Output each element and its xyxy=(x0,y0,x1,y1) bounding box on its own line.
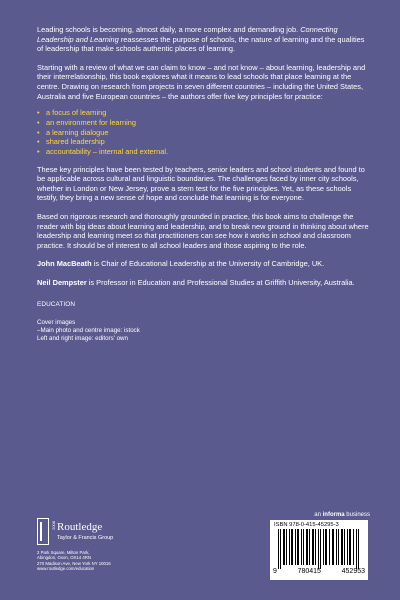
back-cover-text xyxy=(37,25,372,343)
publisher-name: Routledge xyxy=(57,521,103,533)
barcode-icon xyxy=(276,529,362,569)
barcode-digits: 9 780415 452953 xyxy=(273,568,365,575)
book-title: Connecting Leadership and Learning xyxy=(37,25,338,44)
informa-tagline: an informa business xyxy=(314,512,370,518)
isbn-label: ISBN 978-0-415-45295-3 xyxy=(274,522,339,528)
author-bio: Neil Dempster is Professor in Education and Professional Studies at Griffith University, Australia. xyxy=(37,278,355,288)
publisher-group: Taylor & Francis Group xyxy=(57,535,114,541)
subject-category: EDUCATION xyxy=(37,300,76,308)
principle-item: • accountability – internal and external. xyxy=(37,147,372,157)
publisher-address: 2 Park Square, Milton Park, Abingdon, Oxon, OX14 4RN 270 Madison Ave, New York NY 10016 www.routledge.com/education xyxy=(37,550,111,571)
overview-paragraph: Starting with a review of what we can claim to know – and not know – about learning, leadership and their interrelationship, this book explores what it means to lead schools that place learning at the centre. Drawing on research from projects in seven different countries – including the United States, Australia and five European countries – the authors offer five key principles for practice: xyxy=(37,62,366,101)
principle-item: • a focus of learning xyxy=(37,108,372,118)
testing-paragraph: These key principles have been tested by teachers, senior leaders and school students and found to be applicable across cultural and linguistic boundaries. The challenges faced by inner city schools, whether in London or New Jersey, prove a stern test for the five principles. Yet, as these schools testify, they bring a new sense of hope and conclude that learning is for everyone. xyxy=(37,164,365,203)
principle-item: • an environment for learning xyxy=(37,118,372,128)
principles-list xyxy=(37,108,372,157)
author-name: John MacBeath xyxy=(37,259,92,269)
isbn-barcode xyxy=(270,520,368,580)
intro-paragraph: Leading schools is becoming, almost daily, a more complex and demanding job. Connecting Leadership and Learning reassesses the purpose of schools, the nature of learning and the qualities of leadership that make schools authentic places of learning. xyxy=(37,25,365,54)
research-paragraph: Based on rigorous research and thoroughly grounded in practice, this book aims to challenge the reader with big ideas about learning and leadership, and to break new ground in thinking about where leadership and learning meet so that practitioners can see how it works in school and classroom practice. It should be of interest to all school leaders and those aspiring to the role. xyxy=(37,212,369,250)
routledge-logo xyxy=(37,518,147,546)
logo-year: 2008 xyxy=(51,521,56,530)
author-name: Neil Dempster xyxy=(37,278,87,288)
principle-item: • shared leadership xyxy=(37,137,372,147)
author-bio: John MacBeath is Chair of Educational Leadership at the University of Cambridge, UK. xyxy=(37,259,325,269)
routledge-mark-icon xyxy=(37,518,49,545)
principle-item: • a learning dialogue xyxy=(37,128,372,138)
cover-credits: Cover images –Main photo and centre image: istock Left and right image: editors' own xyxy=(37,319,140,343)
